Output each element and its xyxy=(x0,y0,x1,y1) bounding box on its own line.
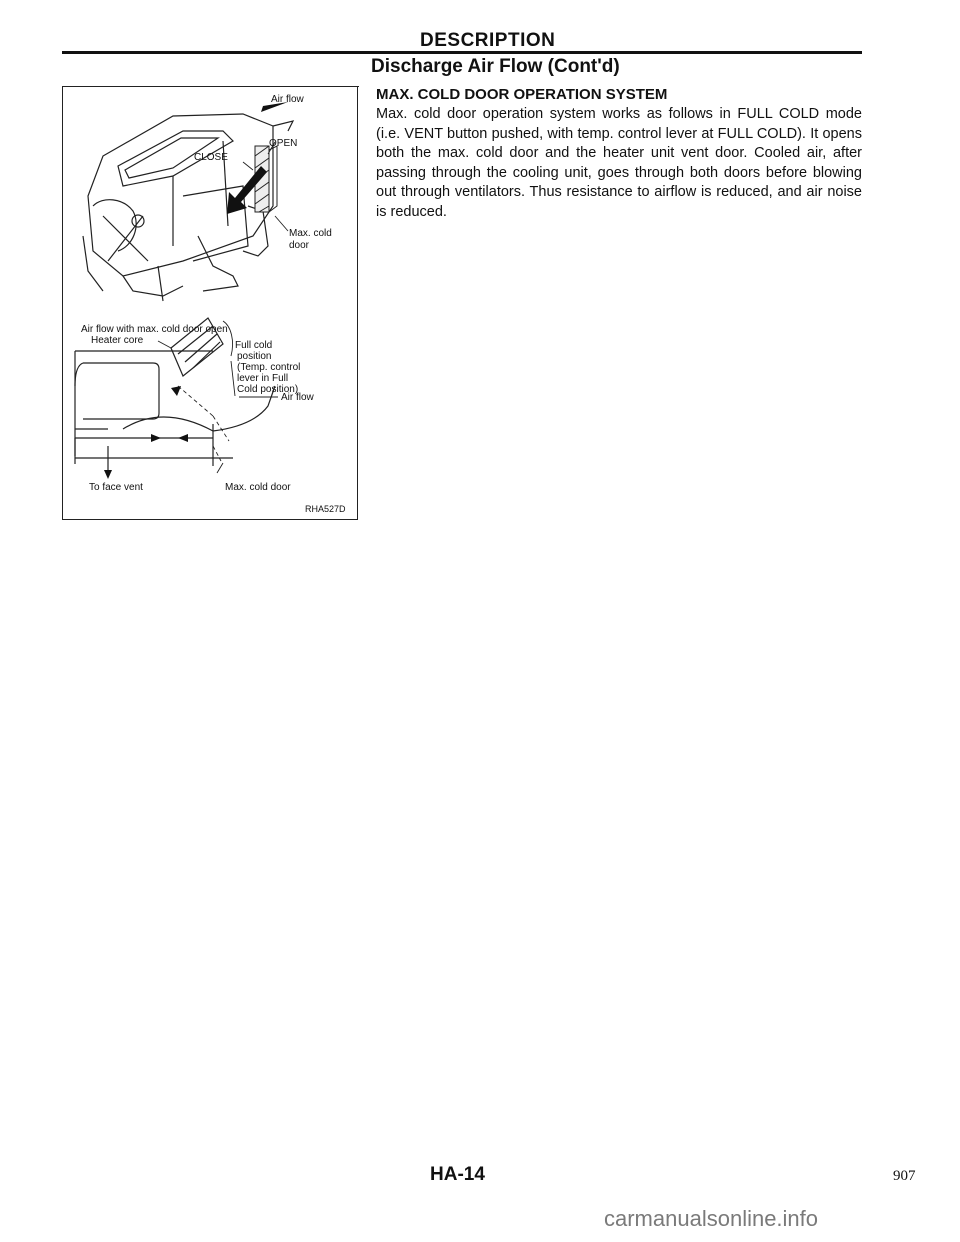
flow-arrow-icon-3 xyxy=(171,386,181,396)
label-to-face-vent: To face vent xyxy=(89,482,143,493)
header-rule xyxy=(62,51,862,54)
figure-caption: Air flow with max. cold door open xyxy=(81,324,228,335)
diagram-figure xyxy=(62,86,358,520)
label-full-cold-2: position xyxy=(237,351,272,362)
label-close: CLOSE xyxy=(194,152,228,163)
watermark: carmanualsonline.info xyxy=(604,1206,819,1231)
page-number: HA-14 xyxy=(430,1164,485,1185)
label-full-cold-5: Cold position) xyxy=(237,384,299,395)
label-max-cold-door-top: Max. cold xyxy=(289,228,332,239)
body-paragraph: Max. cold door operation system works as follows in FULL COLD mode (i.e. VENT button pushed, with temp. control lever at FULL COLD). It opens both the max. cold door and the heater unit vent door. Cooled air, after passing through the cooling unit, goes through both doors before blowing out through ventilators. Thus resistance to airflow is reduced, and air noise is reduced. xyxy=(376,106,862,220)
label-max-cold-door-top-2: door xyxy=(289,240,310,251)
label-max-cold-door-bottom: Max. cold door xyxy=(225,482,291,493)
subheading: MAX. COLD DOOR OPERATION SYSTEM xyxy=(376,86,668,103)
sequence-number: 907 xyxy=(893,1168,916,1184)
figure-code: RHA527D xyxy=(305,504,346,514)
label-open: OPEN xyxy=(269,138,298,149)
label-full-cold-4: lever in Full xyxy=(237,373,289,384)
flow-arrow-icon-2 xyxy=(178,434,188,442)
label-full-cold-3: (Temp. control xyxy=(237,362,301,373)
label-air-flow-top: Air flow xyxy=(271,94,304,105)
label-air-flow-bottom: Air flow xyxy=(281,392,314,403)
label-full-cold-1: Full cold xyxy=(235,340,273,351)
section-heading: Discharge Air Flow (Cont'd) xyxy=(371,56,620,77)
page-title: DESCRIPTION xyxy=(420,30,556,51)
flow-arrow-icon xyxy=(151,434,161,442)
label-heater-core: Heater core xyxy=(91,335,144,346)
face-vent-arrow-icon xyxy=(104,470,112,479)
